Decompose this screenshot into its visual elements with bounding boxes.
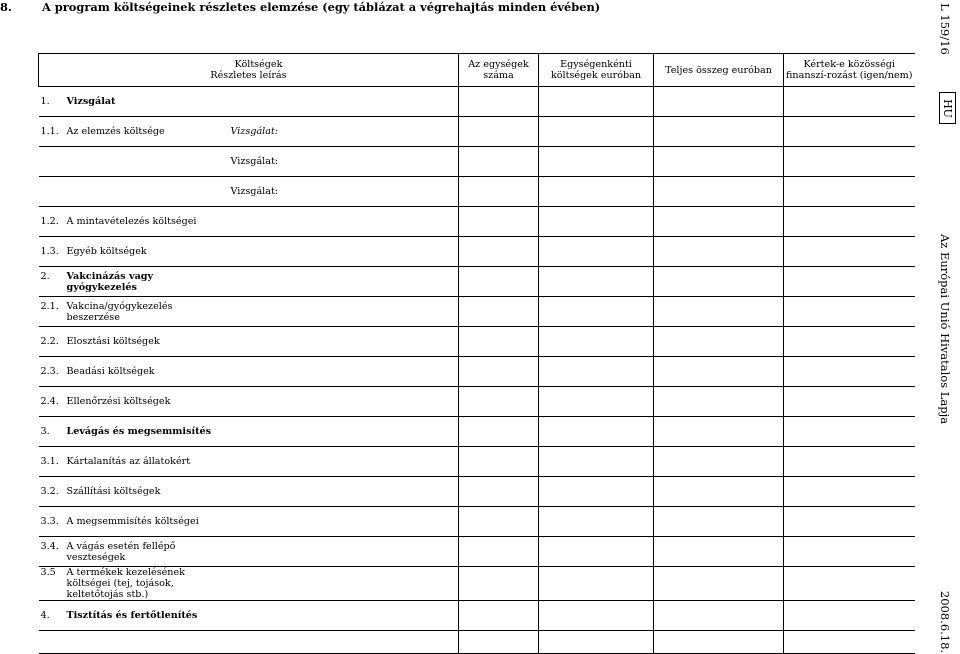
units-cell[interactable] [459, 207, 539, 237]
empty-cell[interactable] [39, 631, 229, 654]
community-financing-cell[interactable] [784, 447, 915, 477]
cost-item-cell [39, 207, 229, 237]
total-cell[interactable] [654, 447, 784, 477]
table-row [39, 237, 915, 267]
section-title: A program költségeinek részletes elemzése (egy táblázat a végrehajtás minden évében) [42, 0, 601, 14]
cost-item-number: 1.1. [40, 126, 59, 137]
total-cell[interactable] [654, 117, 784, 147]
unit-cost-cell[interactable] [539, 387, 654, 417]
total-cell[interactable] [654, 87, 784, 117]
cost-item-number: 2.3. [40, 366, 59, 377]
cost-item-cell [39, 387, 229, 417]
table-row [39, 117, 915, 147]
publication-date: 2008.6.18. [938, 590, 952, 654]
community-financing-cell[interactable] [784, 207, 915, 237]
page-reference: L 159/16 [938, 3, 952, 55]
language-box [939, 92, 956, 124]
cost-item-cell [39, 507, 229, 537]
table-row [39, 417, 915, 447]
unit-cost-cell[interactable] [539, 147, 654, 177]
cost-item-label: Ellenőrzési költségek [66, 396, 171, 407]
cost-item-cell [39, 477, 229, 507]
unit-cost-cell[interactable] [539, 567, 654, 601]
description-cell [229, 477, 459, 507]
journal-name: Az Európai Unió Hivatalos Lapja [938, 233, 952, 425]
unit-cost-cell[interactable] [539, 537, 654, 567]
cost-item-label: A megsemmisítés költségei [66, 516, 199, 527]
table-row [39, 601, 915, 631]
table-row [39, 87, 915, 117]
total-cell[interactable] [654, 147, 784, 177]
cost-item-cell [39, 177, 229, 207]
language-code: HU [941, 98, 954, 118]
cost-item-cell [39, 417, 229, 447]
units-cell[interactable] [459, 117, 539, 147]
total-cell[interactable] [654, 537, 784, 567]
cost-item-cell [39, 267, 229, 297]
column-header-unit-cost: Egységenkénti költségek euróban [539, 54, 654, 87]
community-financing-cell[interactable] [784, 87, 915, 117]
table-row [39, 147, 915, 177]
total-cell[interactable] [654, 327, 784, 357]
unit-cost-cell[interactable] [539, 507, 654, 537]
total-cell[interactable] [654, 267, 784, 297]
unit-cost-cell[interactable] [539, 601, 654, 631]
units-cell[interactable] [459, 537, 539, 567]
cost-item-number: 3.2. [40, 486, 59, 497]
units-cell[interactable] [459, 327, 539, 357]
description-cell [229, 327, 459, 357]
unit-cost-cell[interactable] [539, 237, 654, 267]
table-row [39, 357, 915, 387]
community-financing-cell[interactable] [784, 237, 915, 267]
total-cell[interactable] [654, 477, 784, 507]
cost-item-cell [39, 117, 229, 147]
community-financing-cell[interactable] [784, 327, 915, 357]
units-cell[interactable] [459, 297, 539, 327]
right-margin [930, 0, 960, 654]
total-cell[interactable] [654, 601, 784, 631]
table-row [39, 447, 915, 477]
description-cell [229, 567, 459, 601]
cost-item-number: 2.4. [40, 396, 59, 407]
cost-item-cell [39, 87, 229, 117]
table-row [39, 327, 915, 357]
cost-item-cell [39, 147, 229, 177]
total-cell[interactable] [654, 297, 784, 327]
unit-cost-cell[interactable] [539, 417, 654, 447]
column-header-costs: KöltségekRészletes leírás [39, 54, 459, 87]
cost-item-cell [39, 237, 229, 267]
units-cell[interactable] [459, 507, 539, 537]
units-cell[interactable] [459, 87, 539, 117]
units-cell[interactable] [459, 477, 539, 507]
community-financing-cell[interactable] [784, 477, 915, 507]
table-row [39, 177, 915, 207]
empty-cell[interactable] [229, 631, 459, 654]
units-cell[interactable] [459, 601, 539, 631]
empty-cell[interactable] [459, 631, 539, 654]
table-row [39, 537, 915, 567]
empty-cell[interactable] [784, 631, 915, 654]
unit-cost-cell[interactable] [539, 267, 654, 297]
total-cell[interactable] [654, 177, 784, 207]
units-cell[interactable] [459, 447, 539, 477]
cost-item-number: 3.4. [40, 540, 59, 552]
units-cell[interactable] [459, 237, 539, 267]
cost-item-number: 3. [40, 426, 50, 437]
unit-cost-cell[interactable] [539, 207, 654, 237]
community-financing-cell[interactable] [784, 267, 915, 297]
total-cell[interactable] [654, 207, 784, 237]
community-financing-cell[interactable] [784, 387, 915, 417]
community-financing-cell[interactable] [784, 567, 915, 601]
table-row [39, 387, 915, 417]
description-cell [229, 417, 459, 447]
description-cell [229, 387, 459, 417]
total-cell[interactable] [654, 417, 784, 447]
description-cell [229, 267, 459, 297]
community-financing-cell[interactable] [784, 147, 915, 177]
description-cell [229, 297, 459, 327]
total-cell[interactable] [654, 237, 784, 267]
cost-item-label: Egyéb költségek [66, 246, 147, 257]
units-cell[interactable] [459, 177, 539, 207]
cost-item-cell [39, 357, 229, 387]
community-financing-cell[interactable] [784, 177, 915, 207]
cost-item-label: Vizsgálat [66, 96, 116, 107]
table-row [39, 631, 915, 654]
units-cell[interactable] [459, 387, 539, 417]
empty-cell[interactable] [539, 631, 654, 654]
description-cell [229, 537, 459, 567]
community-financing-cell[interactable] [784, 601, 915, 631]
units-cell[interactable] [459, 147, 539, 177]
cost-item-number: 2.1. [40, 300, 59, 312]
community-financing-cell[interactable] [784, 297, 915, 327]
description-cell [229, 87, 459, 117]
unit-cost-cell[interactable] [539, 177, 654, 207]
units-cell[interactable] [459, 357, 539, 387]
cost-item-number: 1.3. [40, 246, 59, 257]
empty-cell[interactable] [654, 631, 784, 654]
unit-cost-cell[interactable] [539, 117, 654, 147]
total-cell[interactable] [654, 567, 784, 601]
table-row [39, 567, 915, 601]
total-cell[interactable] [654, 387, 784, 417]
description-cell [229, 357, 459, 387]
cost-item-cell [39, 297, 229, 327]
description-cell: Vizsgálat: [229, 147, 459, 177]
column-header-units: Az egységek száma [459, 54, 539, 87]
cost-item-label: Kártalanítás az állatokért [66, 456, 191, 467]
community-financing-cell[interactable] [784, 357, 915, 387]
unit-cost-cell[interactable] [539, 477, 654, 507]
cost-item-number: 3.5 [40, 567, 56, 578]
cost-item-number: 2.2. [40, 336, 59, 347]
cost-item-label: A termékek kezelésének költségei (tej, tojások, keltetőtojás stb.) [66, 567, 185, 600]
cost-item-number: 4. [40, 610, 50, 621]
table-row [39, 297, 915, 327]
table-row [39, 477, 915, 507]
description-cell [229, 507, 459, 537]
cost-item-label: Tisztítás és fertőtlenítés [66, 610, 198, 621]
units-cell[interactable] [459, 417, 539, 447]
cost-item-number: 2. [40, 270, 50, 282]
community-financing-cell[interactable] [784, 537, 915, 567]
cost-item-cell [39, 601, 229, 631]
section-number: 8. [0, 0, 12, 14]
cost-item-cell [39, 447, 229, 477]
units-cell[interactable] [459, 567, 539, 601]
description-cell [229, 237, 459, 267]
cost-item-cell [39, 327, 229, 357]
community-financing-cell[interactable] [784, 507, 915, 537]
table-row [39, 207, 915, 237]
description-cell: Vizsgálat: [229, 177, 459, 207]
description-cell [229, 447, 459, 477]
description-cell [229, 207, 459, 237]
table-header-row [39, 54, 915, 87]
cost-item-number: 1. [40, 96, 50, 107]
column-header-community-financing: Kértek-e közösségi finanszí-rozást (igen/nem) [784, 54, 915, 87]
unit-cost-cell[interactable] [539, 327, 654, 357]
cost-item-cell [39, 537, 229, 567]
cost-item-label: Levágás és megsemmisítés [66, 426, 212, 437]
unit-cost-cell[interactable] [539, 447, 654, 477]
table-row [39, 507, 915, 537]
cost-item-label: Szállítási költségek [66, 486, 161, 497]
cost-item-label: Elosztási költségek [66, 336, 160, 347]
description-cell: Vizsgálat: [229, 117, 459, 147]
unit-cost-cell[interactable] [539, 87, 654, 117]
cost-item-label: Beadási költségek [66, 366, 155, 377]
unit-cost-cell[interactable] [539, 297, 654, 327]
cost-item-number: 1.2. [40, 216, 59, 227]
cost-item-number: 3.1. [40, 456, 59, 467]
cost-item-label: Vakcinázás vagy gyógykezelés [66, 270, 154, 293]
cost-item-label: Az elemzés költsége [66, 126, 165, 137]
total-cell[interactable] [654, 357, 784, 387]
community-financing-cell[interactable] [784, 417, 915, 447]
total-cell[interactable] [654, 507, 784, 537]
column-header-total: Teljes összeg euróban [654, 54, 784, 87]
table-row [39, 267, 915, 297]
cost-item-label: A mintavételezés költségei [66, 216, 197, 227]
description-cell [229, 601, 459, 631]
cost-item-number: 3.3. [40, 516, 59, 527]
cost-item-label: Vakcina/gyógykezelés beszerzése [66, 300, 173, 323]
cost-item-cell [39, 567, 229, 601]
community-financing-cell[interactable] [784, 117, 915, 147]
unit-cost-cell[interactable] [539, 357, 654, 387]
cost-item-label: A vágás esetén fellépő veszteségek [66, 540, 176, 563]
units-cell[interactable] [459, 267, 539, 297]
cost-table [38, 53, 915, 654]
